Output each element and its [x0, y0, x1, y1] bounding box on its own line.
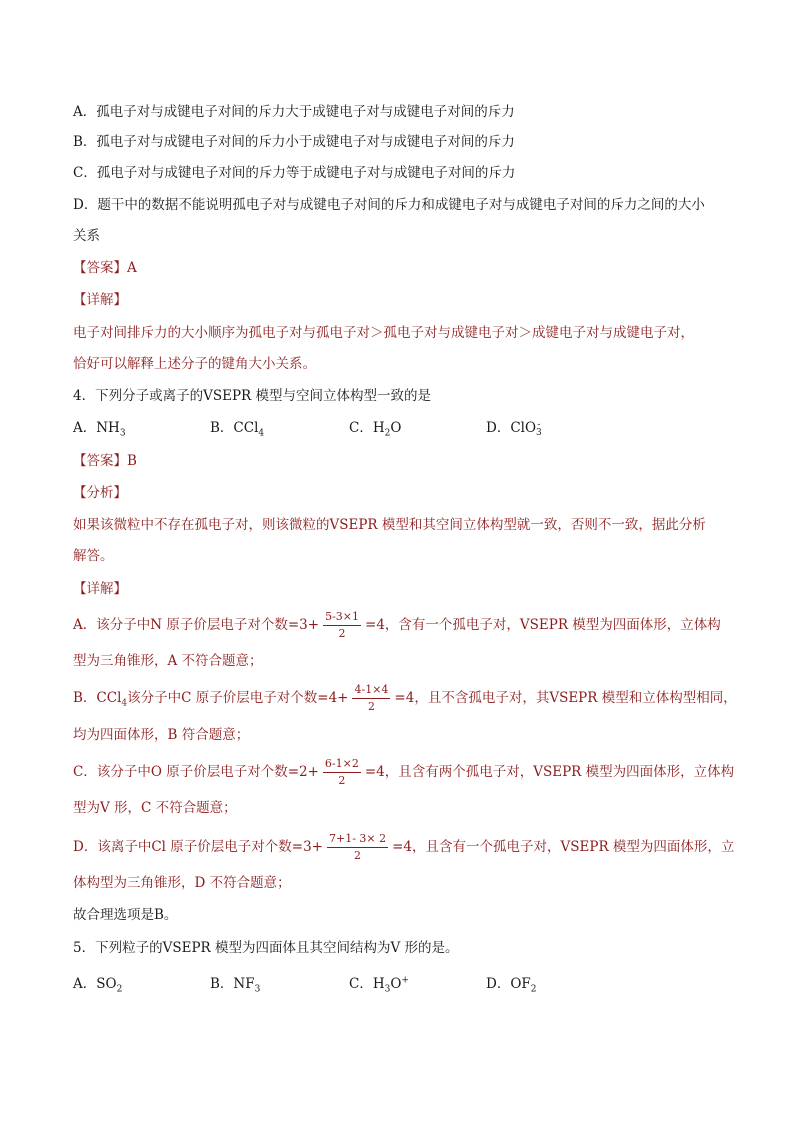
q4-option-b: B．CCl$_4$ — [210, 420, 265, 439]
q4-option-c: C．$H_2O$ — [349, 420, 402, 439]
fraction: $\frac{7+1- 3\times 2}{2}$ — [328, 832, 387, 862]
fraction: $\frac{4-1\times 4}{2}$ — [354, 683, 389, 713]
q5-option-d: D．$OF_2$ — [486, 976, 537, 995]
q5-stem: 5．下列粒子的VSEPR 模型为四面体且其空间结构为V 形的是。 — [73, 940, 459, 956]
q4-detail-a-line1: A．该分子中N 原子价层电子对个数=3+ $\frac{5-3\times 1}{2}$ =4，含有一个孤电子对，VSEPR 模型为四面体形，立体构 — [73, 610, 721, 640]
q4-analysis-tag: 【分析】 — [73, 485, 127, 501]
q4-analysis-line1: 如果该微粒中不存在孤电子对，则该微粒的VSEPR 模型和其空间立体构型就一致，否则不一致，据此分析 — [73, 517, 706, 533]
q3-detail-line2: 恰好可以解释上述分子的键角大小关系。 — [73, 356, 316, 372]
q3-detail-tag: 【详解】 — [73, 292, 127, 308]
q3-option-c: C．孤电子对与成键电子对间的斥力等于成键电子对与成键电子对间的斥力 — [73, 165, 516, 181]
q3-answer — [73, 258, 137, 278]
q5-option-a: A．$SO_2$ — [73, 976, 123, 995]
q5-option-b: B．$NF_3$ — [210, 976, 261, 995]
answer-value: A — [127, 260, 137, 276]
q4-stem: 4．下列分子或离子的VSEPR 模型与空间立体构型一致的是 — [73, 388, 431, 404]
q4-option-d: D．ClO - 3 — [486, 419, 542, 438]
q4-detail-c-line2: 型为V 形，C 不符合题意； — [73, 800, 237, 816]
q3-option-b: B．孤电子对与成键电子对间的斥力小于成键电子对与成键电子对间的斥力 — [73, 134, 515, 150]
q3-option-d-line2: 关系 — [73, 228, 100, 244]
fraction: $\frac{5-3\times 1}{2}$ — [325, 610, 360, 640]
answer-tag: 【答案】 — [73, 453, 127, 469]
q3-option-a: A．孤电子对与成键电子对间的斥力大于成键电子对与成键电子对间的斥力 — [73, 104, 515, 120]
q4-detail-a-line2: 型为三角锥形，A 不符合题意； — [73, 653, 263, 669]
q4-conclusion: 故合理选项是B。 — [73, 907, 178, 923]
q4-option-a: A．$NH_3$ — [73, 420, 126, 439]
q4-detail-d-line2: 体构型为三角锥形，D 不符合题意； — [73, 875, 291, 891]
q5-option-c: C．$H_3O^+$ — [349, 975, 409, 995]
q3-option-d-line1: D．题干中的数据不能说明孤电子对与成键电子对间的斥力和成键电子对与成键电子对间的斥力之间的大小 — [73, 197, 705, 213]
fraction: $\frac{6-1\times 2}{2}$ — [324, 757, 359, 787]
q4-detail-c-line1: C．该分子中O 原子价层电子对个数=2+ $\frac{6-1\times 2}{2}$ =4，且含有两个孤电子对，VSEPR 模型为四面体形，立体构 — [73, 757, 735, 787]
q3-detail-line1: 电子对间排斥力的大小顺序为孤电子对与孤电子对＞孤电子对与成键电子对＞成键电子对与成键电子对， — [73, 325, 694, 341]
answer-tag: 【答案】 — [73, 260, 127, 276]
q4-detail-tag: 【详解】 — [73, 581, 127, 597]
q4-analysis-line2: 解答。 — [73, 548, 114, 564]
q4-detail-b-line2: 均为四面体形，B 符合题意； — [73, 727, 250, 743]
answer-value: B — [127, 453, 137, 469]
q4-detail-d-line1: D．该离子中Cl 原子价层电子对个数=3+ $\frac{7+1- 3\times 2}{2}$ =4，且含有一个孤电子对，VSEPR 模型为四面体形，立 — [73, 832, 735, 862]
q4-answer — [73, 451, 137, 471]
q4-detail-b-line1: B．CCl$_4$该分子中C 原子价层电子对个数=4+ $\frac{4-1\times 4}{2}$ =4，且不含孤电子对，其VSEPR 模型和立体构型相同， — [73, 683, 737, 713]
